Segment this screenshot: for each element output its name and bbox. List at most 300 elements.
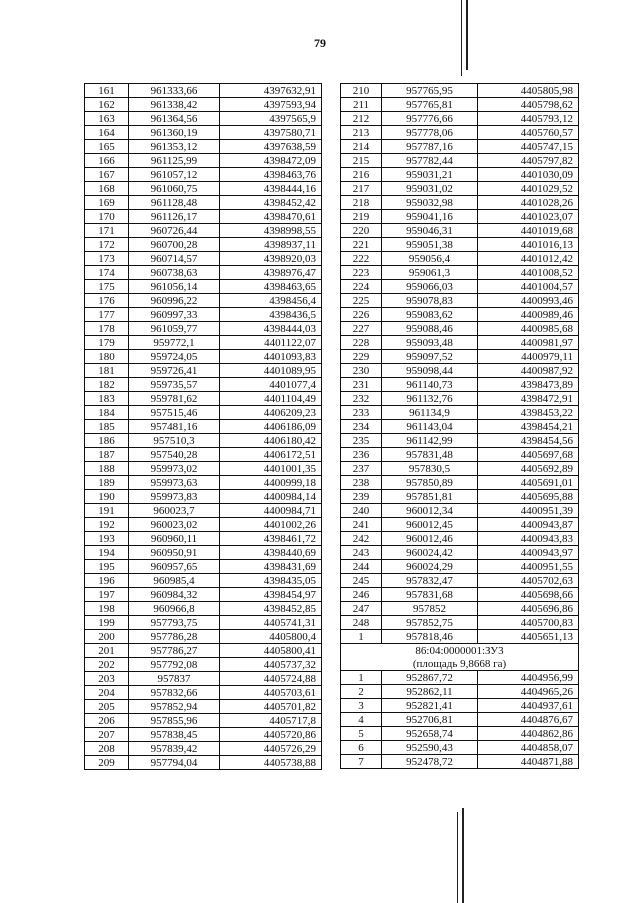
table-row xyxy=(341,602,579,616)
point-number-cell: 224 xyxy=(341,280,382,294)
y-coordinate-cell: 4398454,56 xyxy=(478,434,579,448)
x-coordinate-cell: 959088,46 xyxy=(382,322,478,336)
table-row xyxy=(85,504,322,518)
table-row xyxy=(85,490,322,504)
point-number-cell: 173 xyxy=(85,252,129,266)
point-number-cell: 171 xyxy=(85,224,129,238)
point-number-cell: 161 xyxy=(85,84,129,98)
point-number-cell: 7 xyxy=(341,755,382,769)
y-coordinate-cell: 4398472,91 xyxy=(478,392,579,406)
y-coordinate-cell: 4398444,03 xyxy=(220,322,322,336)
x-coordinate-cell: 957852,75 xyxy=(382,616,478,630)
point-number-cell: 206 xyxy=(85,714,129,728)
point-number-cell: 187 xyxy=(85,448,129,462)
binding-line-top-2 xyxy=(466,0,468,70)
point-number-cell: 177 xyxy=(85,308,129,322)
point-number-cell: 238 xyxy=(341,476,382,490)
table-row xyxy=(341,224,579,238)
table-row xyxy=(341,713,579,727)
x-coordinate-cell: 961134,9 xyxy=(382,406,478,420)
table-row xyxy=(341,504,579,518)
y-coordinate-cell: 4400987,92 xyxy=(478,364,579,378)
y-coordinate-cell: 4405798,62 xyxy=(478,98,579,112)
table-row xyxy=(85,392,322,406)
y-coordinate-cell: 4398431,69 xyxy=(220,560,322,574)
y-coordinate-cell: 4400984,14 xyxy=(220,490,322,504)
y-coordinate-cell: 4405793,12 xyxy=(478,112,579,126)
table-row xyxy=(85,98,322,112)
point-number-cell: 214 xyxy=(341,140,382,154)
x-coordinate-cell: 961143,04 xyxy=(382,420,478,434)
y-coordinate-cell: 4404876,67 xyxy=(478,713,579,727)
x-coordinate-cell: 952658,74 xyxy=(382,727,478,741)
x-coordinate-cell: 959051,38 xyxy=(382,238,478,252)
table-row xyxy=(85,294,322,308)
y-coordinate-cell: 4401030,09 xyxy=(478,168,579,182)
table-row xyxy=(85,756,322,770)
x-coordinate-cell: 960985,4 xyxy=(129,574,220,588)
y-coordinate-cell: 4401016,13 xyxy=(478,238,579,252)
y-coordinate-cell: 4405703,61 xyxy=(220,686,322,700)
y-coordinate-cell: 4398456,4 xyxy=(220,294,322,308)
y-coordinate-cell: 4400951,55 xyxy=(478,560,579,574)
point-number-cell: 185 xyxy=(85,420,129,434)
y-coordinate-cell: 4401004,57 xyxy=(478,280,579,294)
x-coordinate-cell: 957838,45 xyxy=(129,728,220,742)
point-number-cell: 193 xyxy=(85,532,129,546)
table-row xyxy=(341,574,579,588)
y-coordinate-cell: 4401002,26 xyxy=(220,518,322,532)
x-coordinate-cell: 960700,28 xyxy=(129,238,220,252)
point-number-cell: 222 xyxy=(341,252,382,266)
table-row xyxy=(85,434,322,448)
point-number-cell: 241 xyxy=(341,518,382,532)
y-coordinate-cell: 4398454,21 xyxy=(478,420,579,434)
y-coordinate-cell: 4401089,95 xyxy=(220,364,322,378)
table-row xyxy=(341,168,579,182)
table-row xyxy=(341,685,579,699)
table-row xyxy=(85,154,322,168)
x-coordinate-cell: 961128,48 xyxy=(129,196,220,210)
x-coordinate-cell: 961338,42 xyxy=(129,98,220,112)
table-row xyxy=(341,238,579,252)
y-coordinate-cell: 4400984,71 xyxy=(220,504,322,518)
x-coordinate-cell: 959032,98 xyxy=(382,196,478,210)
point-number-cell: 166 xyxy=(85,154,129,168)
point-number-cell: 181 xyxy=(85,364,129,378)
point-number-cell: 234 xyxy=(341,420,382,434)
x-coordinate-cell: 952478,72 xyxy=(382,755,478,769)
point-number-cell: 195 xyxy=(85,560,129,574)
y-coordinate-cell: 4406172,51 xyxy=(220,448,322,462)
y-coordinate-cell: 4404937,61 xyxy=(478,699,579,713)
point-number-cell: 178 xyxy=(85,322,129,336)
y-coordinate-cell: 4397565,9 xyxy=(220,112,322,126)
x-coordinate-cell: 961353,12 xyxy=(129,140,220,154)
point-number-cell: 191 xyxy=(85,504,129,518)
y-coordinate-cell: 4404871,88 xyxy=(478,755,579,769)
y-coordinate-cell: 4405701,82 xyxy=(220,700,322,714)
section-title-row xyxy=(341,657,579,671)
point-number-cell: 4 xyxy=(341,713,382,727)
table-row xyxy=(85,714,322,728)
point-number-cell: 247 xyxy=(341,602,382,616)
table-row xyxy=(341,350,579,364)
coordinates-table-right-body xyxy=(341,84,579,644)
y-coordinate-cell: 4405700,83 xyxy=(478,616,579,630)
table-row xyxy=(341,84,579,98)
point-number-cell: 215 xyxy=(341,154,382,168)
table-row xyxy=(85,280,322,294)
y-coordinate-cell: 4406209,23 xyxy=(220,406,322,420)
table-row xyxy=(341,671,579,685)
x-coordinate-cell: 960023,02 xyxy=(129,518,220,532)
table-row xyxy=(85,588,322,602)
x-coordinate-cell: 957837 xyxy=(129,672,220,686)
point-number-cell: 1 xyxy=(341,630,382,644)
x-coordinate-cell: 957786,28 xyxy=(129,630,220,644)
point-number-cell: 1 xyxy=(341,671,382,685)
table-row xyxy=(341,364,579,378)
point-number-cell: 208 xyxy=(85,742,129,756)
x-coordinate-cell: 957481,16 xyxy=(129,420,220,434)
y-coordinate-cell: 4401077,4 xyxy=(220,378,322,392)
y-coordinate-cell: 4405717,8 xyxy=(220,714,322,728)
x-coordinate-cell: 957855,96 xyxy=(129,714,220,728)
x-coordinate-cell: 961360,19 xyxy=(129,126,220,140)
table-row xyxy=(341,322,579,336)
y-coordinate-cell: 4400943,87 xyxy=(478,518,579,532)
table-row xyxy=(341,616,579,630)
table-row xyxy=(341,560,579,574)
point-number-cell: 207 xyxy=(85,728,129,742)
table-row xyxy=(341,98,579,112)
binding-line-bottom-1 xyxy=(457,812,458,903)
point-number-cell: 168 xyxy=(85,182,129,196)
x-coordinate-cell: 957839,42 xyxy=(129,742,220,756)
point-number-cell: 219 xyxy=(341,210,382,224)
x-coordinate-cell: 961364,56 xyxy=(129,112,220,126)
point-number-cell: 176 xyxy=(85,294,129,308)
table-row xyxy=(85,574,322,588)
y-coordinate-cell: 4405702,63 xyxy=(478,574,579,588)
table-row xyxy=(341,434,579,448)
y-coordinate-cell: 4401008,52 xyxy=(478,266,579,280)
x-coordinate-cell: 961140,73 xyxy=(382,378,478,392)
x-coordinate-cell: 959061,3 xyxy=(382,266,478,280)
table-row xyxy=(341,755,579,769)
x-coordinate-cell: 959735,57 xyxy=(129,378,220,392)
point-number-cell: 182 xyxy=(85,378,129,392)
y-coordinate-cell: 4398453,22 xyxy=(478,406,579,420)
y-coordinate-cell: 4400999,18 xyxy=(220,476,322,490)
x-coordinate-cell: 959772,1 xyxy=(129,336,220,350)
point-number-cell: 203 xyxy=(85,672,129,686)
point-number-cell: 205 xyxy=(85,700,129,714)
x-coordinate-cell: 957850,89 xyxy=(382,476,478,490)
table-row xyxy=(85,126,322,140)
x-coordinate-cell: 960726,44 xyxy=(129,224,220,238)
y-coordinate-cell: 4400993,46 xyxy=(478,294,579,308)
table-row xyxy=(341,280,579,294)
table-row xyxy=(85,266,322,280)
binding-line-top-1 xyxy=(461,0,462,76)
point-number-cell: 230 xyxy=(341,364,382,378)
x-coordinate-cell: 957851,81 xyxy=(382,490,478,504)
table-row xyxy=(85,658,322,672)
x-coordinate-cell: 959078,83 xyxy=(382,294,478,308)
x-coordinate-cell: 961059,77 xyxy=(129,322,220,336)
y-coordinate-cell: 4397638,59 xyxy=(220,140,322,154)
y-coordinate-cell: 4405697,68 xyxy=(478,448,579,462)
table-row xyxy=(85,196,322,210)
point-number-cell: 202 xyxy=(85,658,129,672)
x-coordinate-cell: 957787,16 xyxy=(382,140,478,154)
y-coordinate-cell: 4405760,57 xyxy=(478,126,579,140)
y-coordinate-cell: 4398444,16 xyxy=(220,182,322,196)
y-coordinate-cell: 4398435,05 xyxy=(220,574,322,588)
table-row xyxy=(85,560,322,574)
coordinates-table-right xyxy=(340,83,579,769)
y-coordinate-cell: 4400981,97 xyxy=(478,336,579,350)
x-coordinate-cell: 957830,5 xyxy=(382,462,478,476)
point-number-cell: 225 xyxy=(341,294,382,308)
table-row xyxy=(85,336,322,350)
point-number-cell: 200 xyxy=(85,630,129,644)
x-coordinate-cell: 960024,29 xyxy=(382,560,478,574)
y-coordinate-cell: 4397632,91 xyxy=(220,84,322,98)
point-number-cell: 201 xyxy=(85,644,129,658)
x-coordinate-cell: 959726,41 xyxy=(129,364,220,378)
point-number-cell: 231 xyxy=(341,378,382,392)
point-number-cell: 204 xyxy=(85,686,129,700)
x-coordinate-cell: 952821,41 xyxy=(382,699,478,713)
point-number-cell: 163 xyxy=(85,112,129,126)
x-coordinate-cell: 960714,57 xyxy=(129,252,220,266)
point-number-cell: 186 xyxy=(85,434,129,448)
y-coordinate-cell: 4401029,52 xyxy=(478,182,579,196)
table-row xyxy=(341,490,579,504)
table-row xyxy=(341,420,579,434)
y-coordinate-cell: 4398473,89 xyxy=(478,378,579,392)
point-number-cell: 212 xyxy=(341,112,382,126)
x-coordinate-cell: 960996,22 xyxy=(129,294,220,308)
y-coordinate-cell: 4401023,07 xyxy=(478,210,579,224)
y-coordinate-cell: 4398998,55 xyxy=(220,224,322,238)
point-number-cell: 242 xyxy=(341,532,382,546)
y-coordinate-cell: 4397593,94 xyxy=(220,98,322,112)
table-row xyxy=(85,742,322,756)
y-coordinate-cell: 4405696,86 xyxy=(478,602,579,616)
point-number-cell: 246 xyxy=(341,588,382,602)
table-row xyxy=(85,616,322,630)
x-coordinate-cell: 961333,66 xyxy=(129,84,220,98)
table-row xyxy=(85,252,322,266)
y-coordinate-cell: 4405691,01 xyxy=(478,476,579,490)
x-coordinate-cell: 957852,94 xyxy=(129,700,220,714)
y-coordinate-cell: 4405692,89 xyxy=(478,462,579,476)
table-row xyxy=(341,140,579,154)
section-title xyxy=(341,644,579,671)
point-number-cell: 218 xyxy=(341,196,382,210)
point-number-cell: 175 xyxy=(85,280,129,294)
table-row xyxy=(341,727,579,741)
x-coordinate-cell: 957818,46 xyxy=(382,630,478,644)
y-coordinate-cell: 4398470,61 xyxy=(220,210,322,224)
y-coordinate-cell: 4401012,42 xyxy=(478,252,579,266)
x-coordinate-cell: 957782,44 xyxy=(382,154,478,168)
table-row xyxy=(85,168,322,182)
y-coordinate-cell: 4400985,68 xyxy=(478,322,579,336)
table-row xyxy=(85,182,322,196)
table-row xyxy=(85,140,322,154)
y-coordinate-cell: 4398472,09 xyxy=(220,154,322,168)
x-coordinate-cell: 957792,08 xyxy=(129,658,220,672)
table-row xyxy=(85,602,322,616)
x-coordinate-cell: 957852 xyxy=(382,602,478,616)
x-coordinate-cell: 952590,43 xyxy=(382,741,478,755)
x-coordinate-cell: 960012,46 xyxy=(382,532,478,546)
x-coordinate-cell: 959097,52 xyxy=(382,350,478,364)
point-number-cell: 174 xyxy=(85,266,129,280)
table-row xyxy=(341,308,579,322)
point-number-cell: 199 xyxy=(85,616,129,630)
table-row xyxy=(85,322,322,336)
x-coordinate-cell: 960960,11 xyxy=(129,532,220,546)
y-coordinate-cell: 4400951,39 xyxy=(478,504,579,518)
table-row xyxy=(341,112,579,126)
x-coordinate-cell: 960966,8 xyxy=(129,602,220,616)
table-row xyxy=(341,196,579,210)
y-coordinate-cell: 4401019,68 xyxy=(478,224,579,238)
x-coordinate-cell: 959781,62 xyxy=(129,392,220,406)
x-coordinate-cell: 957765,95 xyxy=(382,84,478,98)
y-coordinate-cell: 4405805,98 xyxy=(478,84,579,98)
x-coordinate-cell: 961132,76 xyxy=(382,392,478,406)
point-number-cell: 210 xyxy=(341,84,382,98)
x-coordinate-cell: 959031,02 xyxy=(382,182,478,196)
x-coordinate-cell: 957832,47 xyxy=(382,574,478,588)
x-coordinate-cell: 961126,17 xyxy=(129,210,220,224)
table-row xyxy=(85,210,322,224)
table-row xyxy=(341,741,579,755)
table-row xyxy=(85,644,322,658)
table-row xyxy=(85,378,322,392)
y-coordinate-cell: 4401093,83 xyxy=(220,350,322,364)
y-coordinate-cell: 4400989,46 xyxy=(478,308,579,322)
y-coordinate-cell: 4398937,11 xyxy=(220,238,322,252)
x-coordinate-cell: 961125,99 xyxy=(129,154,220,168)
point-number-cell: 232 xyxy=(341,392,382,406)
y-coordinate-cell: 4398461,72 xyxy=(220,532,322,546)
table-row xyxy=(85,406,322,420)
table-row xyxy=(341,154,579,168)
y-coordinate-cell: 4405720,86 xyxy=(220,728,322,742)
x-coordinate-cell: 957540,28 xyxy=(129,448,220,462)
point-number-cell: 216 xyxy=(341,168,382,182)
x-coordinate-cell: 959083,62 xyxy=(382,308,478,322)
point-number-cell: 221 xyxy=(341,238,382,252)
table-row xyxy=(85,462,322,476)
x-coordinate-cell: 961060,75 xyxy=(129,182,220,196)
point-number-cell: 6 xyxy=(341,741,382,755)
point-number-cell: 217 xyxy=(341,182,382,196)
point-number-cell: 194 xyxy=(85,546,129,560)
y-coordinate-cell: 4401028,26 xyxy=(478,196,579,210)
point-number-cell: 3 xyxy=(341,699,382,713)
x-coordinate-cell: 957765,81 xyxy=(382,98,478,112)
point-number-cell: 196 xyxy=(85,574,129,588)
y-coordinate-cell: 4404862,86 xyxy=(478,727,579,741)
x-coordinate-cell: 957776,66 xyxy=(382,112,478,126)
x-coordinate-cell: 959973,63 xyxy=(129,476,220,490)
y-coordinate-cell: 4398463,76 xyxy=(220,168,322,182)
y-coordinate-cell: 4398452,85 xyxy=(220,602,322,616)
y-coordinate-cell: 4405800,41 xyxy=(220,644,322,658)
point-number-cell: 245 xyxy=(341,574,382,588)
y-coordinate-cell: 4401122,07 xyxy=(220,336,322,350)
x-coordinate-cell: 961056,14 xyxy=(129,280,220,294)
point-number-cell: 2 xyxy=(341,685,382,699)
point-number-cell: 227 xyxy=(341,322,382,336)
y-coordinate-cell: 4398440,69 xyxy=(220,546,322,560)
table-row xyxy=(85,308,322,322)
y-coordinate-cell: 4404965,26 xyxy=(478,685,579,699)
point-number-cell: 209 xyxy=(85,756,129,770)
table-row xyxy=(341,182,579,196)
x-coordinate-cell: 960984,32 xyxy=(129,588,220,602)
point-number-cell: 213 xyxy=(341,126,382,140)
table-row xyxy=(85,224,322,238)
point-number-cell: 244 xyxy=(341,560,382,574)
x-coordinate-cell: 959031,21 xyxy=(382,168,478,182)
point-number-cell: 172 xyxy=(85,238,129,252)
point-number-cell: 233 xyxy=(341,406,382,420)
x-coordinate-cell: 957793,75 xyxy=(129,616,220,630)
x-coordinate-cell: 961057,12 xyxy=(129,168,220,182)
x-coordinate-cell: 959041,16 xyxy=(382,210,478,224)
point-number-cell: 164 xyxy=(85,126,129,140)
x-coordinate-cell: 961142,99 xyxy=(382,434,478,448)
coordinates-table-left xyxy=(84,83,322,770)
y-coordinate-cell: 4405724,88 xyxy=(220,672,322,686)
y-coordinate-cell: 4406186,09 xyxy=(220,420,322,434)
coordinates-table-right-body-second xyxy=(341,671,579,769)
y-coordinate-cell: 4405747,15 xyxy=(478,140,579,154)
y-coordinate-cell: 4405651,13 xyxy=(478,630,579,644)
x-coordinate-cell: 959046,31 xyxy=(382,224,478,238)
point-number-cell: 162 xyxy=(85,98,129,112)
y-coordinate-cell: 4398976,47 xyxy=(220,266,322,280)
point-number-cell: 184 xyxy=(85,406,129,420)
y-coordinate-cell: 4398454,97 xyxy=(220,588,322,602)
x-coordinate-cell: 959724,05 xyxy=(129,350,220,364)
point-number-cell: 190 xyxy=(85,490,129,504)
point-number-cell: 192 xyxy=(85,518,129,532)
table-row xyxy=(341,252,579,266)
table-row xyxy=(341,266,579,280)
table-row xyxy=(85,728,322,742)
table-row xyxy=(85,238,322,252)
y-coordinate-cell: 4405698,66 xyxy=(478,588,579,602)
point-number-cell: 226 xyxy=(341,308,382,322)
point-number-cell: 188 xyxy=(85,462,129,476)
point-number-cell: 235 xyxy=(341,434,382,448)
point-number-cell: 211 xyxy=(341,98,382,112)
table-row xyxy=(341,378,579,392)
table-row xyxy=(341,630,579,644)
point-number-cell: 169 xyxy=(85,196,129,210)
